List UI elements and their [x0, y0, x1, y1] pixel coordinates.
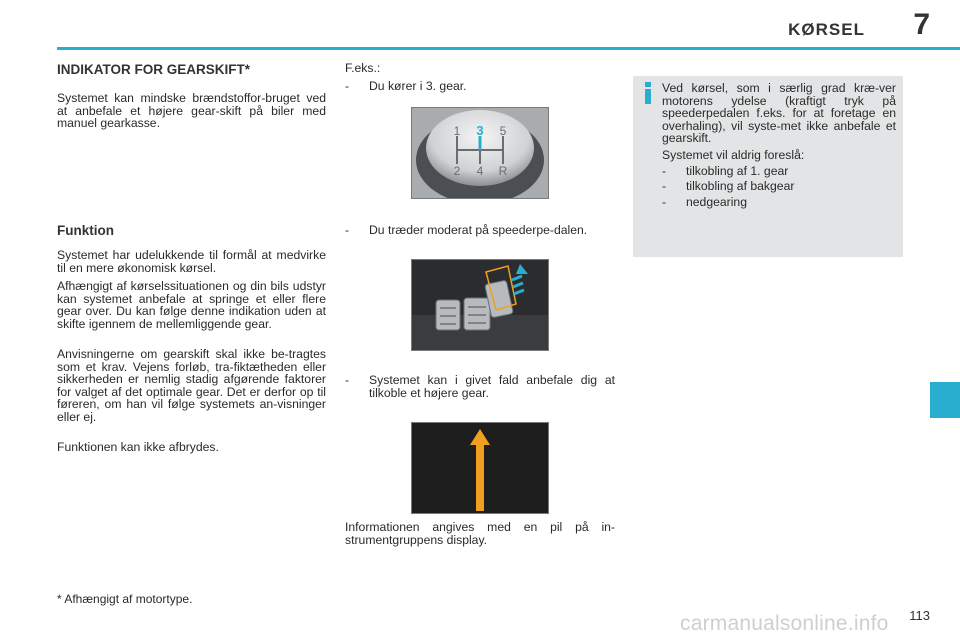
pedals-illustration [412, 260, 548, 350]
list-dash: - [345, 79, 350, 93]
info-content [662, 82, 896, 208]
step-text: Systemet kan i givet fald anbefale dig at tilkoble et højere gear. [369, 373, 615, 400]
list-item [662, 180, 896, 193]
body-paragraph-2: Afhængigt af kørselssituationen og din bils udstyr kan systemet anbefale at springe et eller flere gear over. Du kan følge denne indikation uden at skifte igennem de mellemliggende gear. [57, 279, 326, 331]
header-rule [57, 47, 960, 50]
gear-label-1: 1 [453, 124, 461, 138]
list-dash: - [662, 179, 667, 194]
body-paragraph-1: Systemet har udelukkende til formål at medvirke til en mere økonomisk kørsel. [57, 248, 326, 275]
example-label: F.eks.: [345, 61, 381, 75]
list-dash: - [345, 373, 350, 387]
instrument-display-image [411, 422, 549, 514]
gear-label-r: R [498, 164, 508, 178]
watermark: carmanualsonline.info [680, 612, 889, 635]
step-text: Du kører i 3. gear. [369, 79, 467, 93]
list-dash: - [662, 194, 667, 209]
list-dash: - [345, 223, 350, 237]
list-text: tilkobling af 1. gear [686, 163, 789, 178]
upshift-arrow-icon [412, 423, 548, 513]
body-paragraph-3: Anvisningerne om gearskift skal ikke be-tragtes som et krav. Vejens forløb, tra-fiktætheden eller sikkerheden er nemlig stadig afgørende faktorer for valget af det optimale gear. Det er derfor op til føreren, om han vil følge systemets an-visninger eller ej. [57, 347, 326, 424]
subsection-title: Funktion [57, 223, 114, 238]
info-subtitle: Systemet vil aldrig foreslå: [662, 147, 805, 162]
info-paragraph: Ved kørsel, som i særlig grad kræ-ver motorens ydelse (kraftigt tryk på speederpedalen f.eks. for at foretage en overhaling), vil syste-met ikke anbefale et gearskift. [662, 81, 896, 146]
list-item [662, 165, 896, 178]
section-title: INDIKATOR FOR GEARSKIFT* [57, 62, 251, 77]
intro-paragraph: Systemet kan mindske brændstoffor-bruget ved at anbefale et højere gear-skift på biler med manuel gearkasse. [57, 91, 326, 131]
footnote: * Afhængigt af motortype. [57, 592, 193, 606]
step-text: Du træder moderat på speederpe-dalen. [369, 223, 588, 237]
pedals-image [411, 259, 549, 351]
gear-label-5: 5 [499, 124, 507, 138]
list-text: nedgearing [686, 194, 747, 209]
chapter-title: KØRSEL [788, 20, 865, 39]
list-text: tilkobling af bakgear [686, 179, 795, 194]
info-icon [640, 82, 656, 104]
step-item [345, 224, 615, 237]
body-paragraph-4: Funktionen kan ikke afbrydes. [57, 440, 219, 454]
chapter-side-tab [930, 382, 960, 418]
step-item [345, 80, 615, 93]
info-list [662, 165, 896, 209]
gear-label-3: 3 [476, 123, 484, 138]
step-item [345, 374, 615, 399]
list-dash: - [662, 163, 667, 178]
gear-knob-image [411, 107, 549, 199]
gear-label-2: 2 [453, 164, 461, 178]
list-item [662, 196, 896, 209]
chapter-number: 7 [913, 8, 930, 41]
gear-knob-illustration [412, 108, 548, 198]
page-number: 113 [909, 608, 930, 623]
gear-label-4: 4 [476, 164, 484, 178]
caption: Informationen angives med en pil på in-strumentgruppens display. [345, 520, 615, 547]
